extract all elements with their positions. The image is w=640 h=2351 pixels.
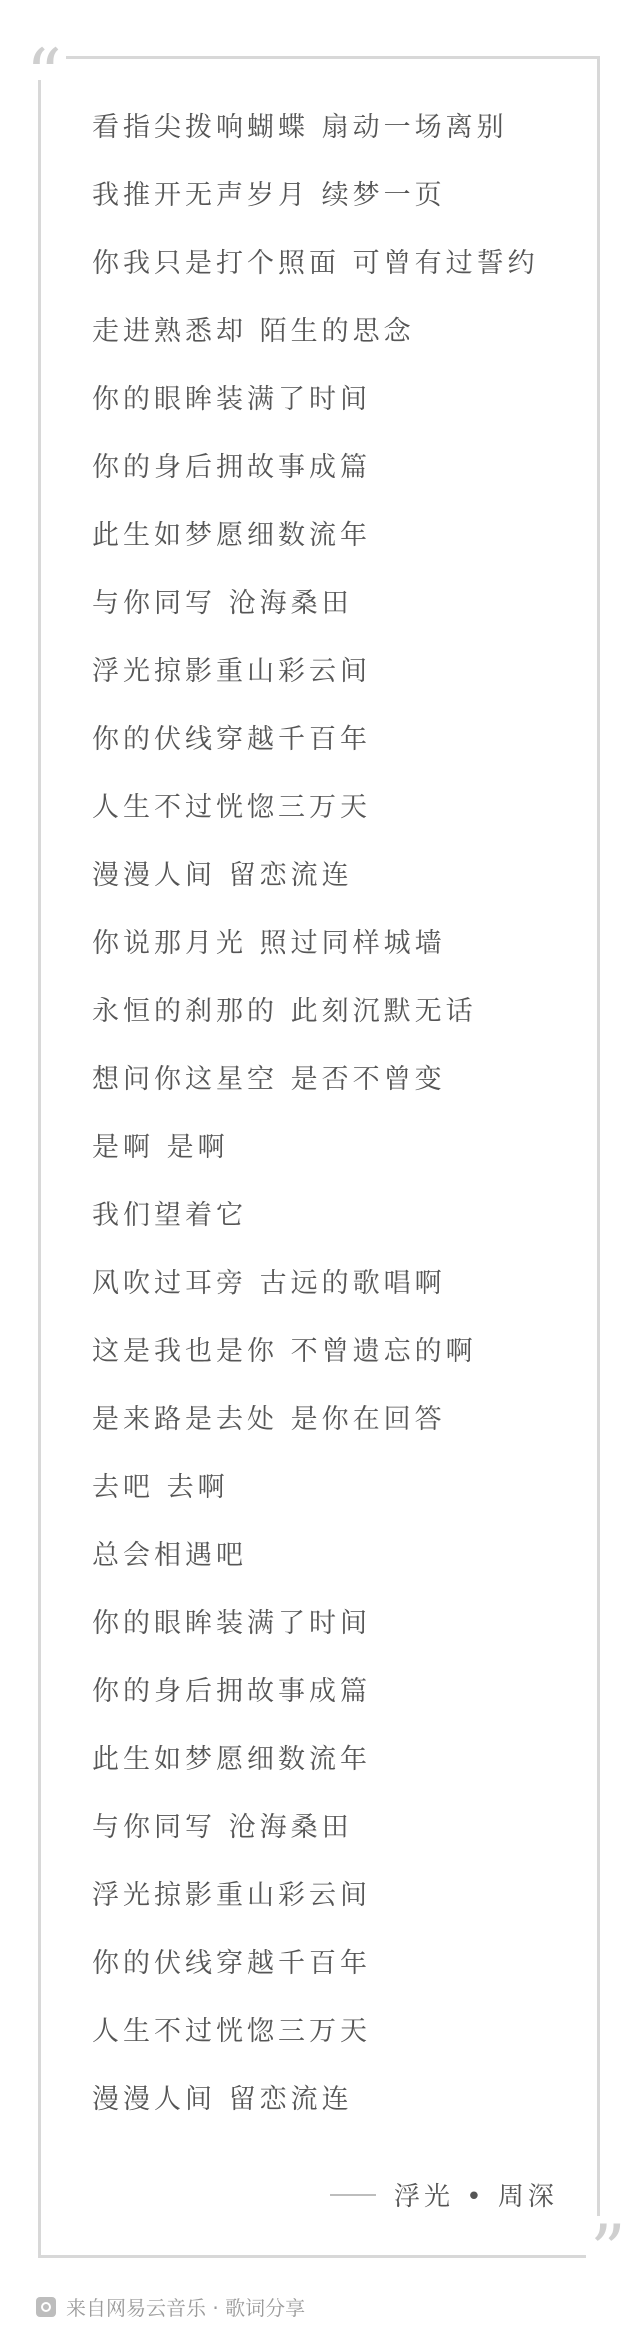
lyric-line: 人生不过恍惚三万天 [92,2016,371,2047]
lyric-line: 你说那月光 照过同样城墙 [92,928,446,959]
lyric-line: 漫漫人间 留恋流连 [92,2084,353,2115]
open-quote-mark: “ [22,40,66,80]
lyric-line: 你的眼眸装满了时间 [92,384,371,415]
lyric-line: 你的伏线穿越千百年 [92,1948,371,1979]
share-footer [36,2292,305,2321]
attribution-dash [330,2194,376,2196]
close-quote-mark: ” [586,2216,630,2262]
lyric-line: 想问你这星空 是否不曾变 [92,1064,446,1095]
lyric-line: 你的伏线穿越千百年 [92,724,371,755]
lyric-line: 是啊 是啊 [92,1132,229,1163]
lyric-line: 与你同写 沧海桑田 [92,1812,353,1843]
lyric-line: 此生如梦愿细数流年 [92,520,371,551]
lyric-line: 人生不过恍惚三万天 [92,792,371,823]
lyric-line: 是来路是去处 是你在回答 [92,1404,446,1435]
lyric-line: 我们望着它 [92,1200,247,1231]
lyric-line: 我推开无声岁月 续梦一页 [92,180,446,211]
lyric-line: 看指尖拨响蝴蝶 扇动一场离别 [92,112,508,143]
lyrics-list [92,94,572,2134]
lyric-line: 风吹过耳旁 古远的歌唱啊 [92,1268,446,1299]
lyric-line: 浮光掠影重山彩云间 [92,1880,371,1911]
lyric-line: 去吧 去啊 [92,1472,229,1503]
netease-music-icon [36,2297,56,2317]
lyric-line: 你的眼眸装满了时间 [92,1608,371,1639]
lyric-line: 这是我也是你 不曾遗忘的啊 [92,1336,477,1367]
lyric-line: 此生如梦愿细数流年 [92,1744,371,1775]
song-attribution [330,2176,558,2213]
lyric-line: 你我只是打个照面 可曾有过誓约 [92,248,539,279]
lyric-line: 浮光掠影重山彩云间 [92,656,371,687]
lyric-line: 漫漫人间 留恋流连 [92,860,353,891]
lyric-line: 你的身后拥故事成篇 [92,1676,371,1707]
song-title-artist: 浮光 • 周深 [394,2182,558,2212]
footer-source-text: 来自网易云音乐 · 歌词分享 [66,2296,306,2320]
lyric-line: 永恒的刹那的 此刻沉默无话 [92,996,477,1027]
lyric-line: 走进熟悉却 陌生的思念 [92,316,415,347]
lyric-line: 总会相遇吧 [92,1540,247,1571]
lyric-line: 你的身后拥故事成篇 [92,452,371,483]
lyric-line: 与你同写 沧海桑田 [92,588,353,619]
